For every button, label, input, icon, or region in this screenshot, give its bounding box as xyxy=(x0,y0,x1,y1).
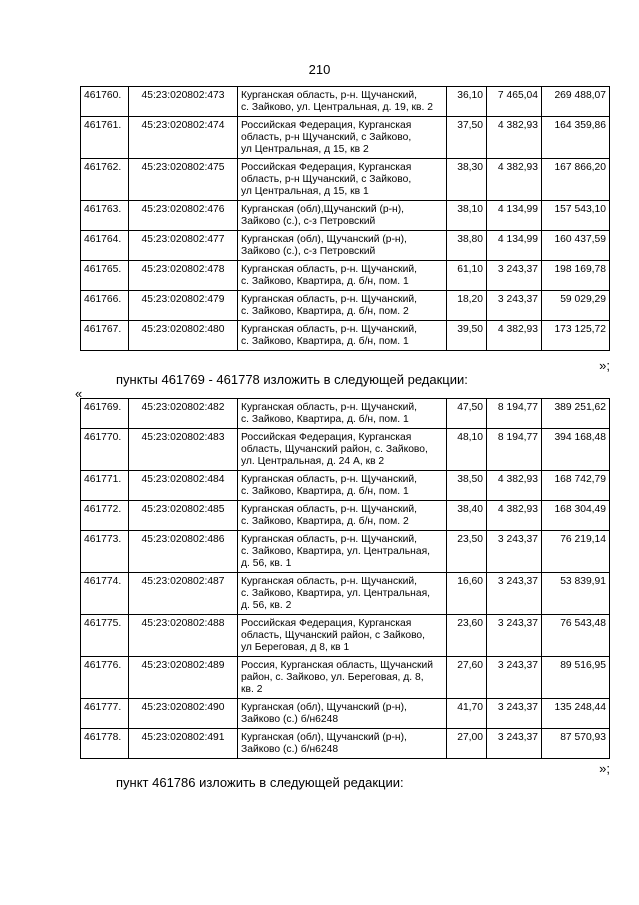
cadastral-number: 45:23:020802:489 xyxy=(129,657,238,699)
address xyxy=(238,159,447,201)
closing-quote-mark: »; xyxy=(599,761,610,776)
address-line: ул. Центральная, д. 24 А, кв 2 xyxy=(241,456,385,467)
cadastral-number: 45:23:020802:485 xyxy=(129,501,238,531)
cadastral-price: 3 243,37 xyxy=(487,291,542,321)
total-value: 76 543,48 xyxy=(542,615,610,657)
address xyxy=(238,429,447,471)
address-line: ул Центральная, д 15, кв 2 xyxy=(241,144,369,155)
row-number: 461761. xyxy=(81,117,129,159)
total-value: 269 488,07 xyxy=(542,87,610,117)
area: 18,20 xyxy=(447,291,487,321)
row-number: 461766. xyxy=(81,291,129,321)
page-number: 210 xyxy=(308,62,331,77)
cadastral-price: 7 465,04 xyxy=(487,87,542,117)
address-line: Курганская (обл),Щучанский (р-н), xyxy=(241,204,405,215)
address-line: Российская Федерация, Курганская xyxy=(241,618,412,629)
area: 23,60 xyxy=(447,615,487,657)
address-line: с. Зайково, Квартира, д. б/н, пом. 2 xyxy=(241,516,409,527)
table-row xyxy=(81,261,610,291)
address-line: Курганская область, р-н. Щучанский, xyxy=(241,576,417,587)
total-value: 157 543,10 xyxy=(542,201,610,231)
address-line: Зайково (с.), с-з Петровский xyxy=(241,216,376,227)
cadastral-price: 3 243,37 xyxy=(487,261,542,291)
cadastral-number: 45:23:020802:482 xyxy=(129,399,238,429)
total-value: 87 570,93 xyxy=(542,729,610,759)
address-line: Курганская область, р-н. Щучанский, xyxy=(241,402,417,413)
area: 39,50 xyxy=(447,321,487,351)
address-line: Курганская область, р-н. Щучанский, xyxy=(241,264,417,275)
address xyxy=(238,729,447,759)
cadastral-price: 3 243,37 xyxy=(487,615,542,657)
cadastral-number: 45:23:020802:488 xyxy=(129,615,238,657)
address xyxy=(238,501,447,531)
cadastral-price: 4 134,99 xyxy=(487,201,542,231)
area: 16,60 xyxy=(447,573,487,615)
row-number: 461770. xyxy=(81,429,129,471)
address xyxy=(238,699,447,729)
cadastral-price: 4 382,93 xyxy=(487,159,542,201)
address-line: Курганская (обл), Щучанский (р-н), xyxy=(241,732,407,743)
row-number: 461777. xyxy=(81,699,129,729)
cadastral-number: 45:23:020802:475 xyxy=(129,159,238,201)
address xyxy=(238,201,447,231)
cadastral-number: 45:23:020802:480 xyxy=(129,321,238,351)
total-value: 168 742,79 xyxy=(542,471,610,501)
address-line: с. Зайково, Квартира, ул. Центральная, xyxy=(241,588,431,599)
total-value: 389 251,62 xyxy=(542,399,610,429)
row-number: 461771. xyxy=(81,471,129,501)
address-line: Курганская область, р-н. Щучанский, xyxy=(241,504,417,515)
address-line: ул Центральная, д 15, кв 1 xyxy=(241,186,369,197)
cadastral-price: 3 243,37 xyxy=(487,531,542,573)
row-number: 461764. xyxy=(81,231,129,261)
address-line: Россия, Курганская область, Щучанский xyxy=(241,660,434,671)
registry-table-2 xyxy=(80,398,610,759)
cadastral-price: 4 134,99 xyxy=(487,231,542,261)
address-line: с. Зайково, Квартира, д. б/н, пом. 1 xyxy=(241,486,409,497)
total-value: 198 169,78 xyxy=(542,261,610,291)
address-line: с. Зайково, ул. Центральная, д. 19, кв. 2 xyxy=(241,102,433,113)
address xyxy=(238,657,447,699)
address-line: кв. 2 xyxy=(241,684,263,695)
address-line: Зайково (с.) б/н6248 xyxy=(241,744,339,755)
table-row xyxy=(81,201,610,231)
address xyxy=(238,399,447,429)
cadastral-number: 45:23:020802:477 xyxy=(129,231,238,261)
address-line: Курганская область, р-н. Щучанский, xyxy=(241,324,417,335)
area: 36,10 xyxy=(447,87,487,117)
cadastral-number: 45:23:020802:473 xyxy=(129,87,238,117)
row-number: 461769. xyxy=(81,399,129,429)
area: 38,10 xyxy=(447,201,487,231)
registry-table-1 xyxy=(80,86,610,351)
cadastral-number: 45:23:020802:483 xyxy=(129,429,238,471)
cadastral-price: 3 243,37 xyxy=(487,699,542,729)
address-line: с. Зайково, Квартира, ул. Центральная, xyxy=(241,546,431,557)
address xyxy=(238,321,447,351)
table-row xyxy=(81,429,610,471)
cadastral-price: 4 382,93 xyxy=(487,501,542,531)
area: 23,50 xyxy=(447,531,487,573)
address-line: область, Щучанский район, с Зайково, xyxy=(241,630,426,641)
address xyxy=(238,231,447,261)
table-row xyxy=(81,321,610,351)
total-value: 164 359,86 xyxy=(542,117,610,159)
row-number: 461773. xyxy=(81,531,129,573)
table-row xyxy=(81,699,610,729)
address-line: с. Зайково, Квартира, д. б/н, пом. 2 xyxy=(241,306,409,317)
total-value: 135 248,44 xyxy=(542,699,610,729)
cadastral-price: 4 382,93 xyxy=(487,321,542,351)
address-line: с. Зайково, Квартира, д. б/н, пом. 1 xyxy=(241,414,409,425)
cadastral-number: 45:23:020802:487 xyxy=(129,573,238,615)
total-value: 89 516,95 xyxy=(542,657,610,699)
table-row xyxy=(81,231,610,261)
total-value: 173 125,72 xyxy=(542,321,610,351)
area: 38,50 xyxy=(447,471,487,501)
address-line: район, с. Зайково, ул. Береговая, д. 8, xyxy=(241,672,424,683)
address-line: ул Береговая, д 8, кв 1 xyxy=(241,642,350,653)
address xyxy=(238,531,447,573)
address-line: область, р-н Щучанский, с Зайково, xyxy=(241,132,412,143)
area: 61,10 xyxy=(447,261,487,291)
cadastral-number: 45:23:020802:476 xyxy=(129,201,238,231)
closing-quote-mark: »; xyxy=(599,358,610,373)
area: 37,50 xyxy=(447,117,487,159)
table-row xyxy=(81,729,610,759)
row-number: 461772. xyxy=(81,501,129,531)
address-line: д. 56, кв. 1 xyxy=(241,558,292,569)
address xyxy=(238,471,447,501)
table-row xyxy=(81,531,610,573)
amendment-paragraph: пункт 461786 изложить в следующей редакции: xyxy=(116,775,404,790)
table-row xyxy=(81,501,610,531)
total-value: 394 168,48 xyxy=(542,429,610,471)
cadastral-price: 4 382,93 xyxy=(487,117,542,159)
cadastral-number: 45:23:020802:484 xyxy=(129,471,238,501)
row-number: 461760. xyxy=(81,87,129,117)
table-row xyxy=(81,615,610,657)
address xyxy=(238,573,447,615)
cadastral-price: 8 194,77 xyxy=(487,399,542,429)
total-value: 53 839,91 xyxy=(542,573,610,615)
row-number: 461776. xyxy=(81,657,129,699)
total-value: 59 029,29 xyxy=(542,291,610,321)
address xyxy=(238,291,447,321)
cadastral-price: 4 382,93 xyxy=(487,471,542,501)
cadastral-price: 3 243,37 xyxy=(487,657,542,699)
address-line: Курганская область, р-н. Щучанский, xyxy=(241,534,417,545)
area: 27,60 xyxy=(447,657,487,699)
area: 38,80 xyxy=(447,231,487,261)
address-line: Курганская область, р-н. Щучанский, xyxy=(241,474,417,485)
total-value: 76 219,14 xyxy=(542,531,610,573)
address-line: область, р-н Щучанский, с Зайково, xyxy=(241,174,412,185)
total-value: 168 304,49 xyxy=(542,501,610,531)
address-line: Курганская область, р-н. Щучанский, xyxy=(241,294,417,305)
row-number: 461762. xyxy=(81,159,129,201)
address xyxy=(238,117,447,159)
area: 48,10 xyxy=(447,429,487,471)
table-row xyxy=(81,471,610,501)
table-row xyxy=(81,117,610,159)
table-row xyxy=(81,159,610,201)
row-number: 461775. xyxy=(81,615,129,657)
address-line: Зайково (с.) б/н6248 xyxy=(241,714,339,725)
address-line: Курганская (обл), Щучанский (р-н), xyxy=(241,234,407,245)
amendment-paragraph: пункты 461769 - 461778 изложить в следующей редакции: xyxy=(116,372,468,387)
table-row xyxy=(81,291,610,321)
area: 38,40 xyxy=(447,501,487,531)
address xyxy=(238,615,447,657)
cadastral-number: 45:23:020802:479 xyxy=(129,291,238,321)
address-line: д. 56, кв. 2 xyxy=(241,600,292,611)
address-line: Российская Федерация, Курганская xyxy=(241,432,412,443)
area: 27,00 xyxy=(447,729,487,759)
address-line: Российская Федерация, Курганская xyxy=(241,120,412,131)
row-number: 461774. xyxy=(81,573,129,615)
cadastral-price: 3 243,37 xyxy=(487,729,542,759)
cadastral-number: 45:23:020802:491 xyxy=(129,729,238,759)
table-row xyxy=(81,573,610,615)
cadastral-number: 45:23:020802:474 xyxy=(129,117,238,159)
cadastral-price: 8 194,77 xyxy=(487,429,542,471)
address-line: Курганская (обл), Щучанский (р-н), xyxy=(241,702,407,713)
address-line: Российская Федерация, Курганская xyxy=(241,162,412,173)
total-value: 160 437,59 xyxy=(542,231,610,261)
address xyxy=(238,87,447,117)
area: 47,50 xyxy=(447,399,487,429)
total-value: 167 866,20 xyxy=(542,159,610,201)
table-row xyxy=(81,399,610,429)
table-row xyxy=(81,87,610,117)
area: 41,70 xyxy=(447,699,487,729)
row-number: 461767. xyxy=(81,321,129,351)
address-line: область, Щучанский район, с. Зайково, xyxy=(241,444,428,455)
cadastral-price: 3 243,37 xyxy=(487,573,542,615)
row-number: 461763. xyxy=(81,201,129,231)
opening-quote-mark: « xyxy=(75,386,83,401)
address-line: с. Зайково, Квартира, д. б/н, пом. 1 xyxy=(241,276,409,287)
cadastral-number: 45:23:020802:490 xyxy=(129,699,238,729)
address-line: с. Зайково, Квартира, д. б/н, пом. 1 xyxy=(241,336,409,347)
cadastral-number: 45:23:020802:478 xyxy=(129,261,238,291)
area: 38,30 xyxy=(447,159,487,201)
address xyxy=(238,261,447,291)
row-number: 461765. xyxy=(81,261,129,291)
address-line: Курганская область, р-н. Щучанский, xyxy=(241,90,417,101)
address-line: Зайково (с.), с-з Петровский xyxy=(241,246,376,257)
row-number: 461778. xyxy=(81,729,129,759)
cadastral-number: 45:23:020802:486 xyxy=(129,531,238,573)
table-row xyxy=(81,657,610,699)
